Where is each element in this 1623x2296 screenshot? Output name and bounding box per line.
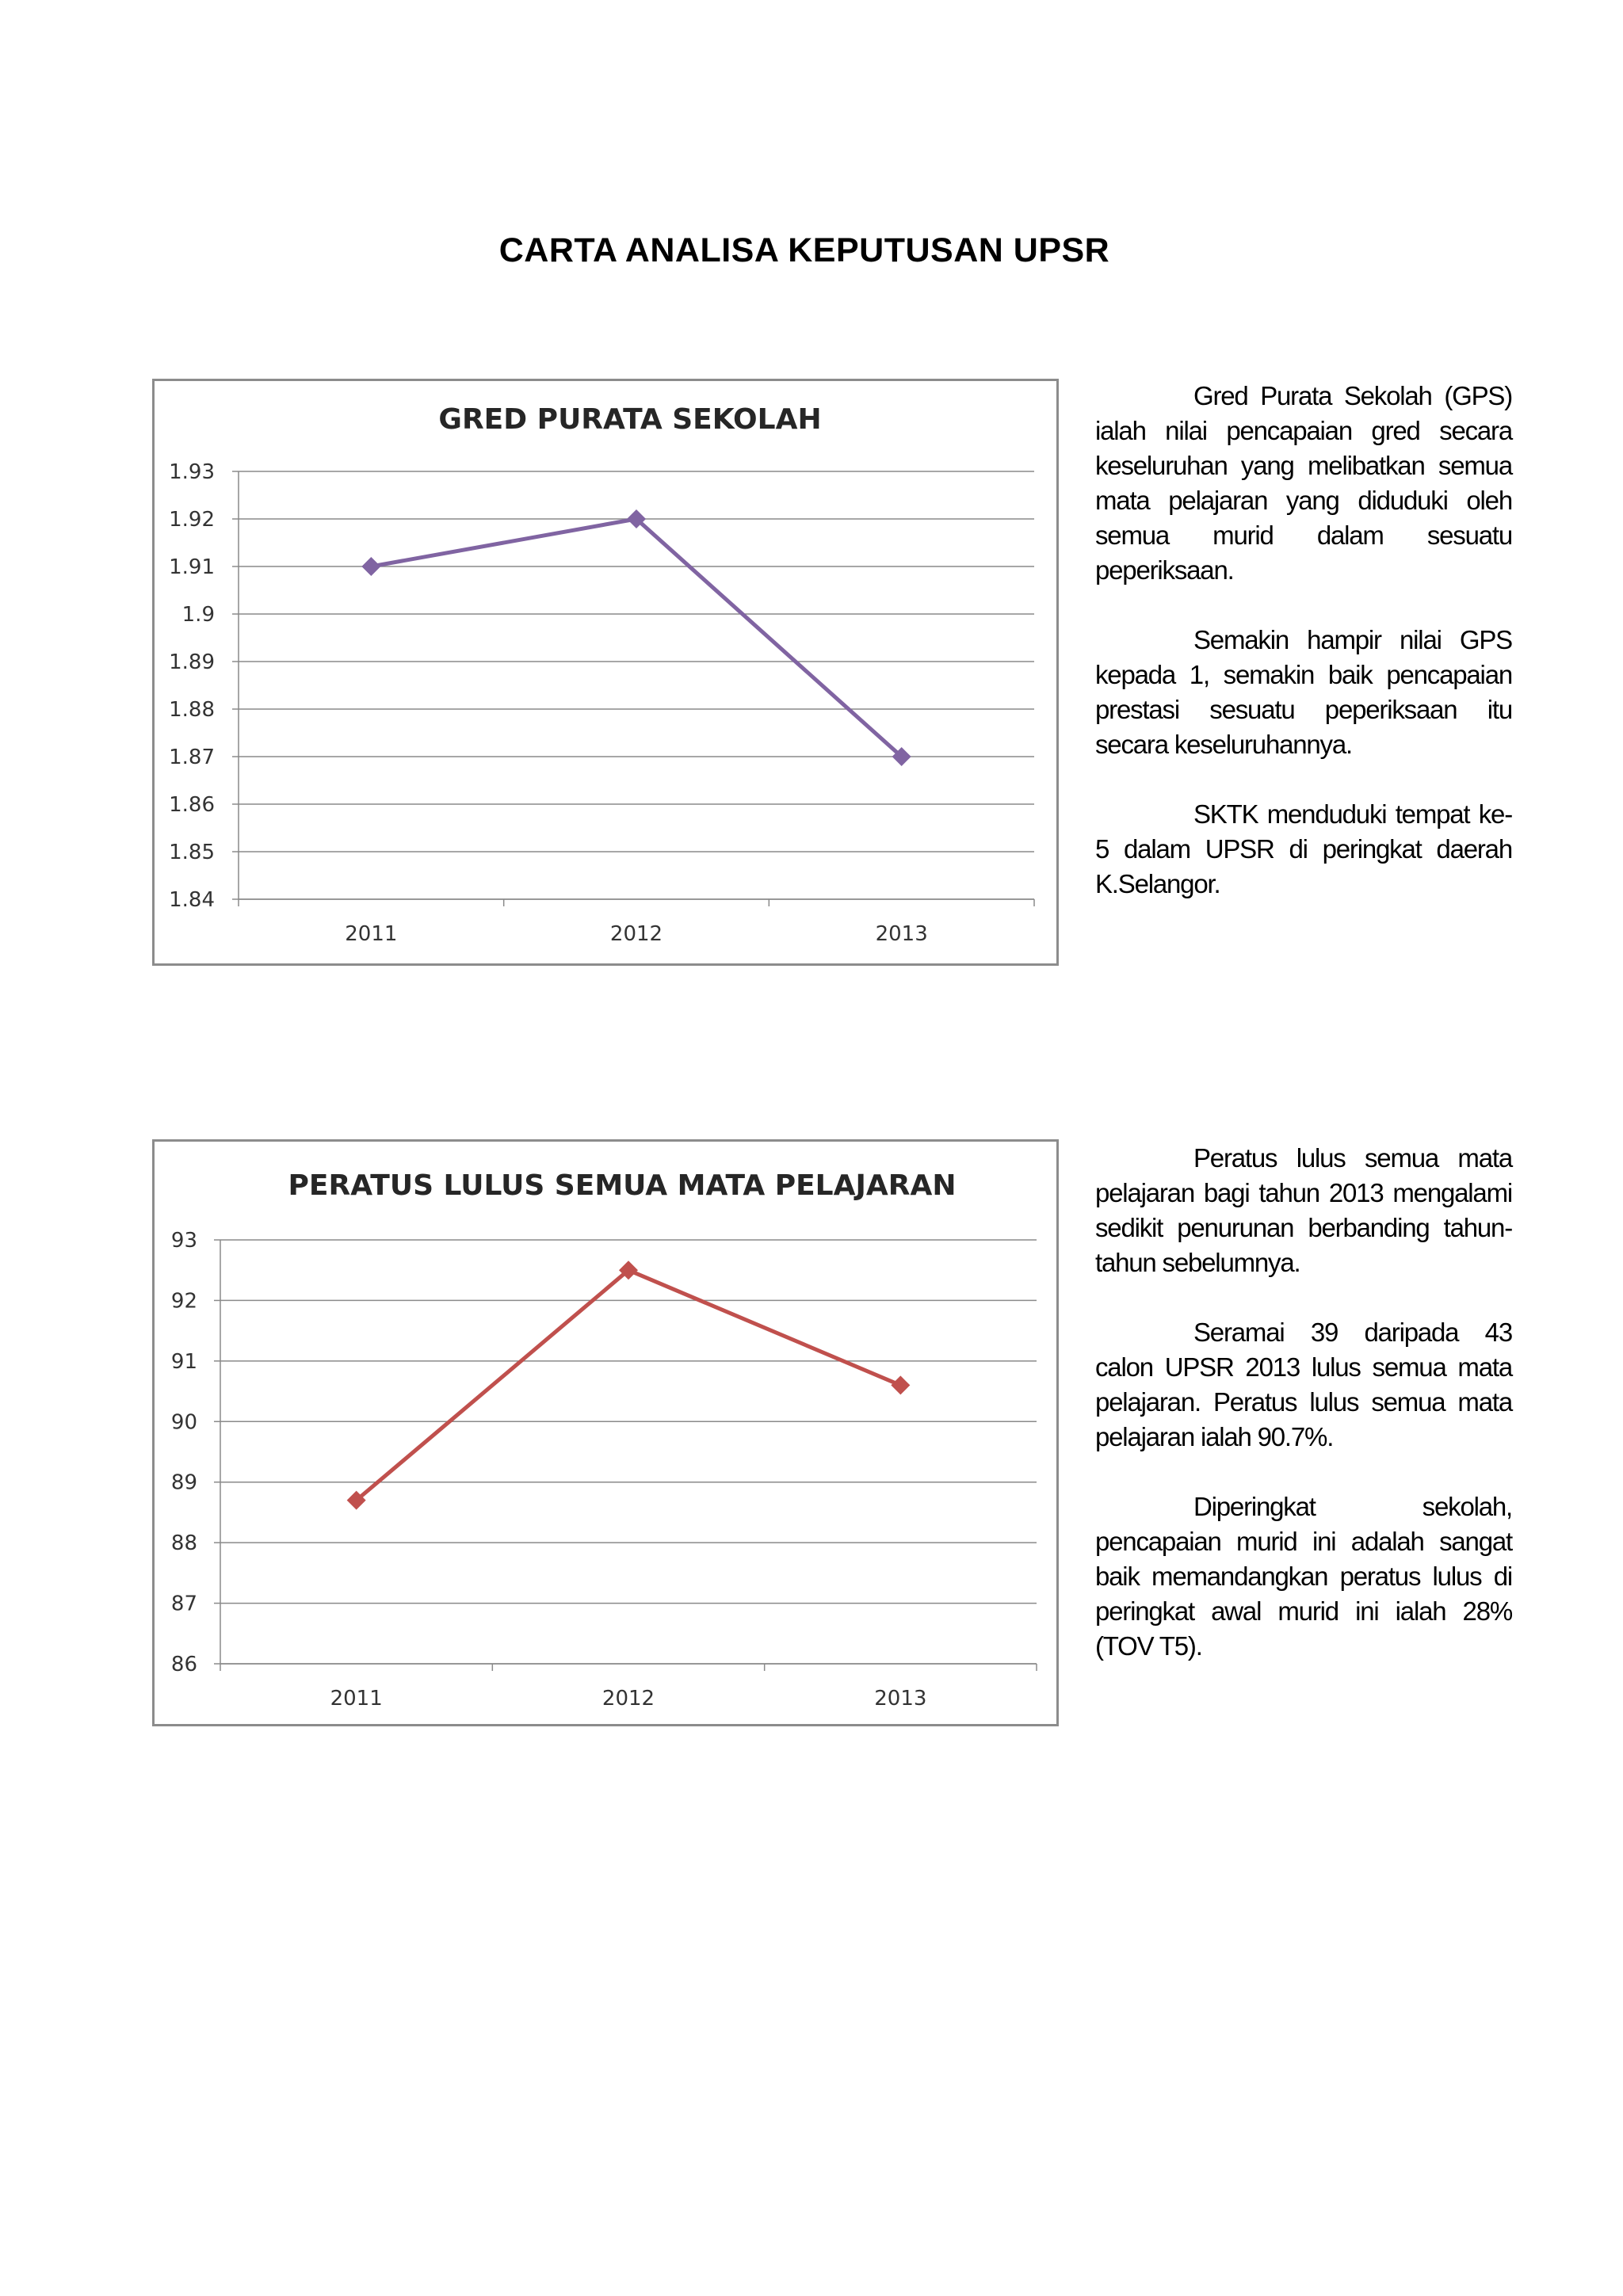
- gps-chart: [152, 379, 1059, 966]
- y-tick-label: 1.88: [169, 698, 215, 722]
- x-tick-label: 2012: [609, 922, 663, 946]
- x-tick-label: 2013: [875, 922, 928, 946]
- y-tick-label: 1.89: [169, 650, 215, 674]
- pass-rate-chart-svg: [155, 1142, 1056, 1724]
- y-tick-label: 1.91: [169, 555, 215, 579]
- y-tick-label: 1.9: [181, 603, 215, 627]
- x-tick-label: 2012: [601, 1687, 655, 1711]
- y-tick-label: 89: [170, 1470, 197, 1495]
- y-tick-label: 91: [170, 1349, 197, 1374]
- pass-rate-description: [1095, 1141, 1512, 1699]
- gps-description: [1095, 379, 1512, 936]
- y-tick-label: 86: [170, 1653, 197, 1676]
- data-point: [361, 557, 380, 576]
- y-tick-label: 1.85: [169, 841, 215, 864]
- pass-rate-chart: [152, 1139, 1059, 1726]
- x-tick-label: 2011: [330, 1687, 383, 1711]
- pass-rate-paragraph-2: Seramai 39 daripada 43 calon UPSR 2013 lulus semua mata pelajaran. Peratus lulus semua mata pelajaran ialah 90.7%.: [1095, 1318, 1512, 1451]
- gps-paragraph-1: Gred Purata Sekolah (GPS) ialah nilai pencapaian gred secara keseluruhan yang melibatkan semua mata pelajaran yang diduduki oleh semua murid dalam sesuatu peperiksaan.: [1095, 381, 1512, 585]
- y-tick-label: 93: [170, 1229, 197, 1253]
- y-tick-label: 88: [170, 1531, 197, 1556]
- y-tick-label: 1.86: [169, 793, 215, 817]
- y-tick-label: 1.92: [169, 508, 215, 532]
- chart-title: GRED PURATA SEKOLAH: [438, 403, 822, 436]
- gps-paragraph-2: Semakin hampir nilai GPS kepada 1, semakin baik pencapaian prestasi sesuatu peperiksaan itu secara keseluruhannya.: [1095, 625, 1512, 759]
- y-tick-label: 1.93: [169, 460, 215, 484]
- y-tick-label: 92: [170, 1289, 197, 1314]
- chart-title: PERATUS LULUS SEMUA MATA PELAJARAN: [288, 1169, 957, 1202]
- gps-chart-svg: [155, 381, 1056, 963]
- gps-paragraph-3: SKTK menduduki tempat ke-5 dalam UPSR di peringkat daerah K.Selangor.: [1095, 799, 1512, 898]
- series-line: [371, 519, 901, 757]
- pass-rate-paragraph-1: Peratus lulus semua mata pelajaran bagi tahun 2013 mengalami sedikit penurunan berbanding tahun-tahun sebelumnya.: [1095, 1143, 1512, 1277]
- pass-rate-paragraph-3: Diperingkat sekolah, pencapaian murid ini adalah sangat baik memandangkan peratus lulus di peringkat awal murid ini ialah 28% (TOV T5).: [1095, 1492, 1512, 1661]
- y-tick-label: 87: [170, 1592, 197, 1616]
- page-title: CARTA ANALISA KEPUTUSAN UPSR: [498, 231, 1110, 269]
- y-tick-label: 90: [170, 1410, 197, 1435]
- x-tick-label: 2013: [874, 1687, 927, 1711]
- y-tick-label: 1.87: [169, 746, 215, 769]
- y-tick-label: 1.84: [169, 888, 215, 912]
- x-tick-label: 2011: [345, 922, 398, 946]
- data-point: [891, 1375, 910, 1394]
- series-line: [357, 1270, 901, 1500]
